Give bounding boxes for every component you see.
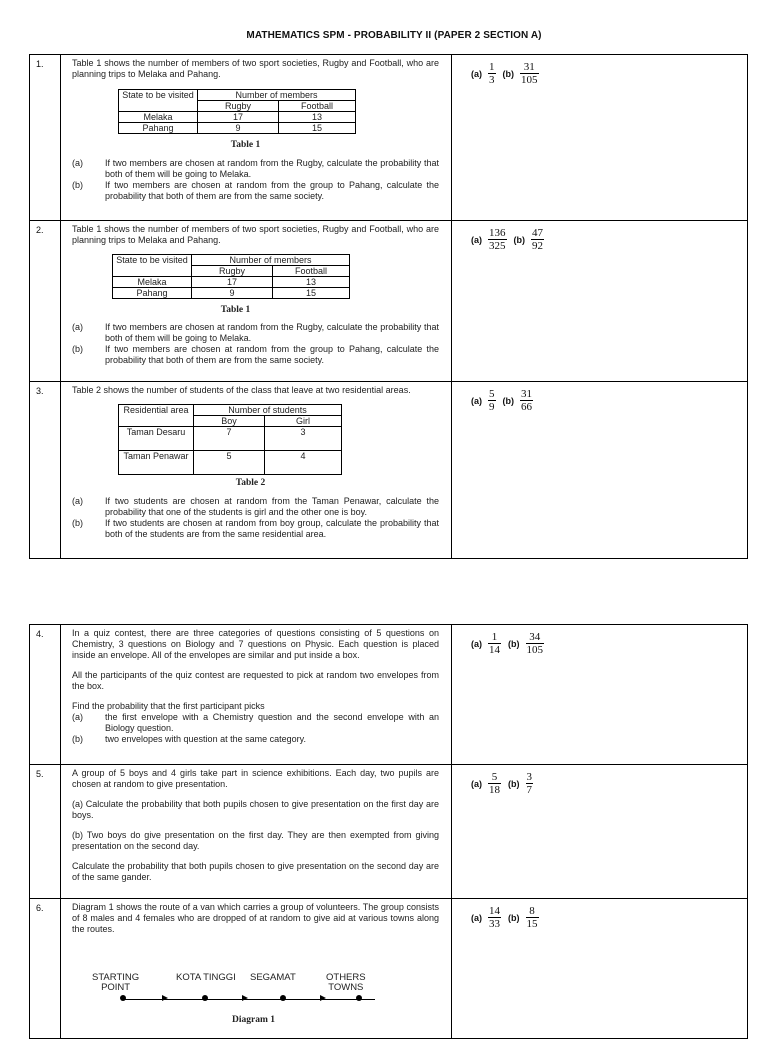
data-table	[118, 89, 356, 134]
header-members: Number of members	[198, 90, 356, 101]
sub-question-b: (b) If two members are chosen at random from the group to Pahang, calculate the probability that both of them are from the same society.	[72, 180, 439, 201]
data-table	[118, 404, 342, 475]
answer-cell	[452, 899, 748, 1039]
question-intro: Table 1 shows the number of members of two sport societies, Rugby and Football, who are planning trips to Melaka and Pahang.	[72, 224, 439, 245]
route-diagram	[72, 949, 439, 1025]
question-number: 3.	[30, 382, 61, 559]
header-area: Residential area	[119, 405, 194, 427]
header-students: Number of students	[194, 405, 342, 416]
header-rugby: Rugby	[192, 266, 273, 277]
sub-question-b: (b) If two members are chosen at random from the group to Pahang, calculate the probability that both of them are from the same society.	[72, 344, 439, 365]
cell-rugby: 17	[192, 277, 273, 288]
question-row-6	[30, 899, 748, 1039]
answer-a-fraction: $\frac{1}{14}$	[489, 631, 500, 656]
route-point-others	[356, 995, 362, 1001]
cell-girl: 3	[265, 427, 342, 451]
header-rugby: Rugby	[198, 101, 279, 112]
table-row	[119, 123, 356, 134]
route-point-segamat	[280, 995, 286, 1001]
cell-rugby: 9	[198, 123, 279, 134]
question-row-3	[30, 382, 748, 559]
cell-area: Taman Penawar	[119, 451, 194, 475]
question-row-1	[30, 55, 748, 221]
question-body	[61, 382, 452, 559]
route-label-kota-tinggi: KOTA TINGGI	[176, 972, 236, 983]
header-boy: Boy	[194, 416, 265, 427]
header-football: Football	[279, 101, 356, 112]
question-body	[61, 899, 452, 1039]
answer-a-fraction: $\frac{5}{18}$	[489, 771, 500, 796]
sub-question-a: (a) If two members are chosen at random from the Rugby, calculate the probability that both of them will be going to Melaka.	[72, 158, 439, 179]
route-label-start: STARTING POINT	[92, 972, 140, 993]
answer-a-fraction: $\frac{5}{9}$	[489, 388, 495, 413]
table-caption: Table 2	[235, 478, 266, 488]
sub-question-a: (a) Calculate the probability that both pupils chosen to give presentation on the first day are boys.	[72, 799, 439, 820]
cell-football: 13	[279, 112, 356, 123]
sub-question-b: (b) If two students are chosen at random from boy group, calculate the probability that both of the students are from the same residential area.	[72, 518, 439, 539]
answer-b-fraction: $\frac{34}{105}$	[526, 631, 543, 656]
answer-cell	[452, 765, 748, 899]
answer: (a) $\frac{5}{9}$ (b) $\frac{31}{66}$	[471, 388, 532, 413]
question-body	[61, 625, 452, 765]
question-paragraph: Diagram 1 shows the route of a van which carries a group of volunteers. The group consists of 8 males and 4 females who are dropped of at random to give aid at various towns along the routes.	[72, 902, 439, 934]
question-body	[61, 765, 452, 899]
cell-state: Pahang	[113, 288, 192, 299]
sub-question-b: (b) two envelopes with question at the same category.	[72, 734, 306, 744]
header-football: Football	[273, 266, 350, 277]
answer-cell	[452, 221, 748, 382]
diagram-caption: Diagram 1	[232, 1015, 276, 1025]
question-intro: Table 1 shows the number of members of two sport societies, Rugby and Football, who are planning trips to Melaka and Pahang.	[72, 58, 439, 79]
question-row-4	[30, 625, 748, 765]
sub-question-b: (b) Two boys do give presentation on the first day. They are then exempted from giving presentation on the second day.	[72, 830, 439, 851]
answer: (a) $\frac{1}{3}$ (b) $\frac{31}{105}$	[471, 61, 538, 86]
route-arrow-icon	[242, 995, 248, 1001]
header-state: State to be visited	[119, 90, 198, 112]
route-point-start	[120, 995, 126, 1001]
header-girl: Girl	[265, 416, 342, 427]
question-number: 6.	[30, 899, 61, 1039]
answer: (a) $\frac{5}{18}$ (b) $\frac{3}{7}$	[471, 771, 532, 796]
route-label-others: OTHERS TOWNS	[326, 972, 366, 993]
answer-cell	[452, 382, 748, 559]
table-row	[113, 277, 350, 288]
answer-a-fraction: $\frac{14}{33}$	[489, 905, 500, 930]
question-paragraph: All the participants of the quiz contest are requested to pick at random two envelopes from the box.	[72, 670, 439, 691]
cell-girl: 4	[265, 451, 342, 475]
question-paragraph: In a quiz contest, there are three categories of questions consisting of 5 questions on Chemistry, 3 questions on Biology and 7 questions on Physic. Each question is placed inside an envelope. All of the envelopes are similar and put inside a box.	[72, 628, 439, 660]
cell-state: Melaka	[113, 277, 192, 288]
route-arrow-icon	[162, 995, 168, 1001]
cell-state: Pahang	[119, 123, 198, 134]
cell-area: Taman Desaru	[119, 427, 194, 451]
question-row-5	[30, 765, 748, 899]
route-line	[122, 999, 375, 1000]
question-number: 4.	[30, 625, 61, 765]
answer: (a) $\frac{136}{325}$ (b) $\frac{47}{92}$	[471, 227, 543, 252]
cell-football: 15	[279, 123, 356, 134]
page-title: MATHEMATICS SPM - PROBABILITY II (PAPER 2 SECTION A)	[246, 30, 542, 41]
answer-a-fraction: $\frac{1}{3}$	[489, 61, 495, 86]
data-table	[112, 254, 350, 299]
cell-boy: 7	[194, 427, 265, 451]
sub-question-a: (a) If two students are chosen at random from the Taman Penawar, calculate the probability that one of the students is girl and the other one is boy.	[72, 496, 439, 517]
route-label-segamat: SEGAMAT	[250, 972, 296, 983]
cell-rugby: 9	[192, 288, 273, 299]
table-row	[119, 112, 356, 123]
table-caption: Table 1	[230, 140, 261, 150]
table-row	[119, 451, 342, 475]
question-number: 1.	[30, 55, 61, 221]
question-body	[61, 221, 452, 382]
table-row	[119, 427, 342, 451]
question-table-bottom	[29, 624, 748, 1039]
table-row	[113, 288, 350, 299]
cell-boy: 5	[194, 451, 265, 475]
answer-a-fraction: $\frac{136}{325}$	[489, 227, 506, 252]
route-point-kota-tinggi	[202, 995, 208, 1001]
route-arrow-icon	[320, 995, 326, 1001]
cell-state: Melaka	[119, 112, 198, 123]
answer: (a) $\frac{1}{14}$ (b) $\frac{34}{105}$	[471, 631, 543, 656]
sub-question-a: (a) If two members are chosen at random from the Rugby, calculate the probability that both of them will be going to Melaka.	[72, 322, 439, 343]
question-paragraph: Calculate the probability that both pupils chosen to give presentation on the second day are of the same gander.	[72, 861, 439, 882]
question-number: 2.	[30, 221, 61, 382]
answer-b-fraction: $\frac{8}{15}$	[526, 905, 538, 930]
cell-football: 15	[273, 288, 350, 299]
answer: (a) $\frac{14}{33}$ (b) $\frac{8}{15}$	[471, 905, 538, 930]
table-caption: Table 1	[220, 305, 251, 315]
question-paragraph: A group of 5 boys and 4 girls take part in science exhibitions. Each day, two pupils are chosen at random to give presentation.	[72, 768, 439, 789]
question-body	[61, 55, 452, 221]
header-members: Number of members	[192, 255, 350, 266]
sub-question-a: (a) the first envelope with a Chemistry question and the second envelope with an Biology question.	[72, 712, 439, 733]
question-row-2	[30, 221, 748, 382]
answer-cell	[452, 55, 748, 221]
question-number: 5.	[30, 765, 61, 899]
question-paragraph: Find the probability that the first participant picks	[72, 701, 265, 711]
answer-b-fraction: $\frac{47}{92}$	[532, 227, 543, 252]
question-intro: Table 2 shows the number of students of the class that leave at two residential areas.	[72, 385, 411, 395]
answer-b-fraction: $\frac{31}{105}$	[521, 61, 538, 86]
answer-b-fraction: $\frac{31}{66}$	[521, 388, 532, 413]
answer-b-fraction: $\frac{3}{7}$	[526, 771, 532, 796]
cell-rugby: 17	[198, 112, 279, 123]
header-state: State to be visited	[113, 255, 192, 277]
question-table-top	[29, 54, 748, 559]
answer-cell	[452, 625, 748, 765]
cell-football: 13	[273, 277, 350, 288]
